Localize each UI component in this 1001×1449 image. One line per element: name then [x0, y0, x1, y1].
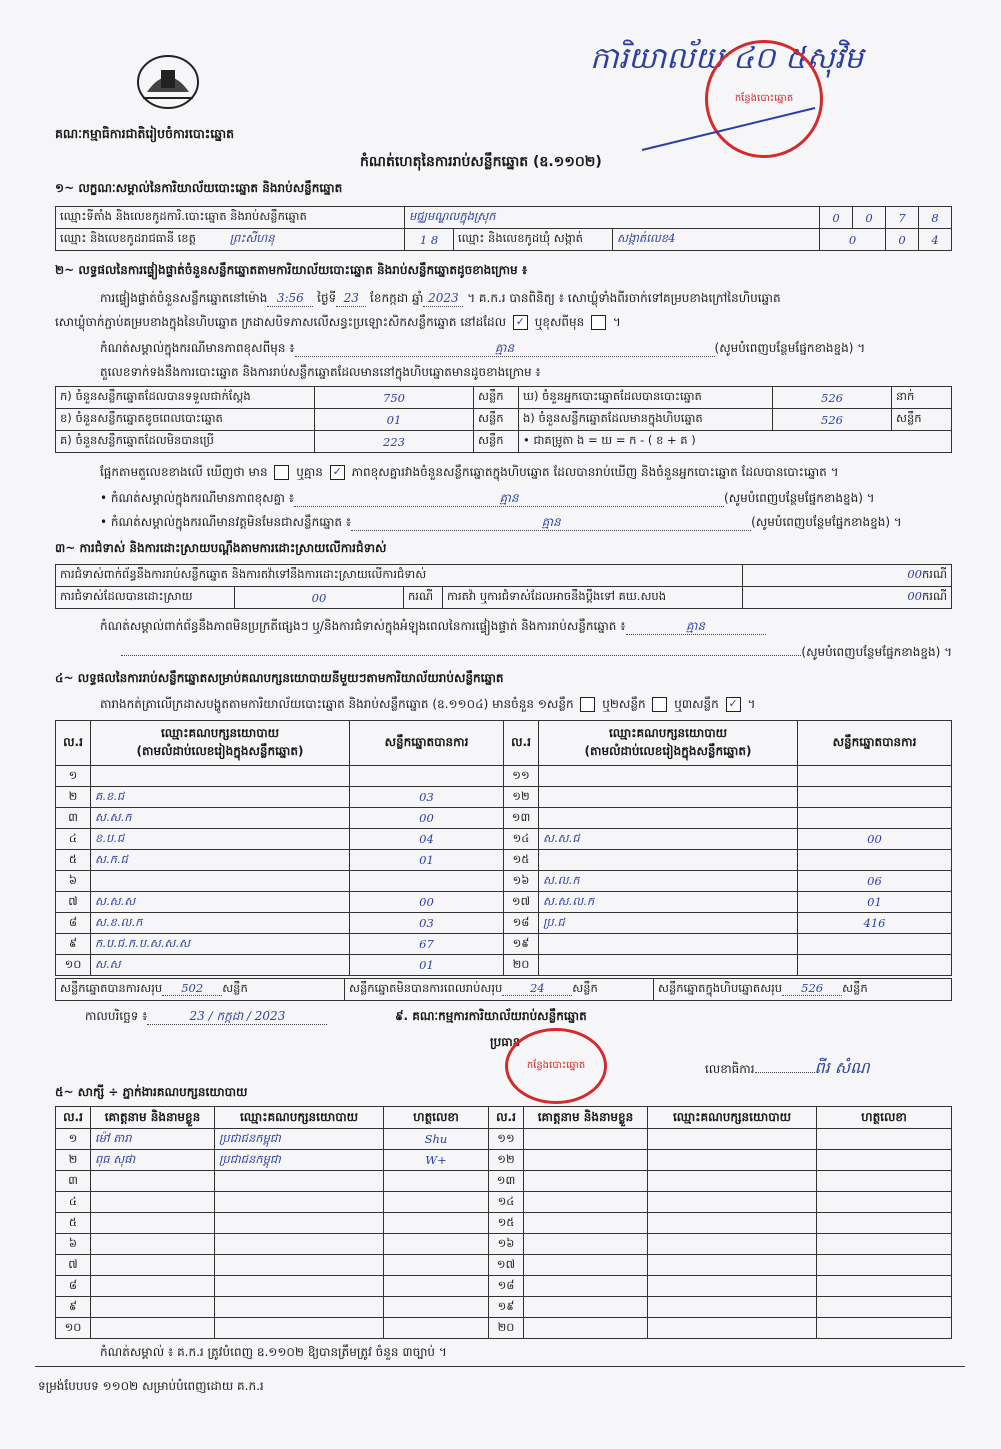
party-name: ស.ល.ក [539, 871, 798, 892]
code-cell: 4 [919, 229, 952, 251]
province-value: ព្រះសីហនុ [229, 231, 275, 245]
row-number: ១០ [56, 955, 91, 976]
witness-signature [384, 1192, 489, 1213]
sec1-row1-value: មជ្ឈមណ្ឌលក្នុងស្រុក [405, 207, 820, 229]
row-number: ១៧ [504, 892, 539, 913]
witness-signature [384, 1297, 489, 1318]
witness-name: ម៉ៅ តារា [91, 1129, 215, 1150]
row-number: ៥ [56, 1213, 91, 1234]
sec3-note: កំណត់សម្គាល់ពាក់ព័ន្ធនឹងភាពមិនប្រក្រតីផ្សេងៗ ឬ/និងការជំទាស់ក្នុងអំឡុងពេលនៃការផ្ទៀងផ្ទាត់ និងការរាប់សន្លឹកឆ្នោត ៖ គ្មាន [100, 618, 766, 635]
sec2-note: កំណត់សម្គាល់ក្នុងករណីមានភាពខុសពីមុន ៖ គ្មាន (សូមបំពេញបន្ថែមផ្នែកខាងខ្នង) ។ [100, 341, 866, 355]
footer-text: ទម្រង់បែបបទ ១១០២ សម្រាប់បំពេញដោយ គ.ក.រ [38, 1379, 264, 1393]
row-number: ១២ [489, 1150, 524, 1171]
row-number: ១៩ [504, 934, 539, 955]
vote-count [350, 766, 504, 787]
code-cell: 0 [853, 207, 886, 229]
bullet2: • កំណត់សម្គាល់ក្នុងករណីមានវត្តមិនមែនជាសន្លឹកឆ្នោត ៖ គ្មាន (សូមបំពេញបន្ថែមផ្នែកខាងខ្នង) ។ [100, 515, 902, 529]
witness-name [524, 1234, 648, 1255]
witness-signature [384, 1318, 489, 1339]
row-number: ១ [56, 1129, 91, 1150]
witness-party: ប្រជាជនកម្ពុជា [215, 1129, 384, 1150]
vote-count: 01 [350, 955, 504, 976]
witness-name [524, 1276, 648, 1297]
witness-signature: W+ [384, 1150, 489, 1171]
voters-count: 526 [773, 387, 892, 409]
bullet1: • កំណត់សម្គាល់ក្នុងករណីមានភាពខុសគ្នា ៖ គ្មាន (សូមបំពេញបន្ថែមផ្នែកខាងខ្នង) ។ [100, 491, 875, 505]
sec5-title: ៥~ សាក្សី ÷ ភ្នាក់ងារគណបក្សនយោបាយ [55, 1085, 248, 1099]
party-name [539, 766, 798, 787]
witness-signature [817, 1318, 952, 1339]
witness-party [648, 1171, 817, 1192]
unused-ballots: 223 [315, 431, 474, 453]
results-row [56, 766, 952, 787]
witness-name [91, 1276, 215, 1297]
sec2-figures-table [55, 386, 952, 453]
code-cell: 0 [820, 229, 886, 251]
sec1-row1-label: ឈ្មោះទីតាំង និងលេខកូដការិ.បោះឆ្នោត និងរាប់សន្លឹកឆ្នោត [56, 207, 405, 229]
witness-signature [817, 1192, 952, 1213]
one-sheet-checkbox[interactable] [580, 697, 595, 712]
party-name [539, 955, 798, 976]
witness-signature [384, 1255, 489, 1276]
row-number: ៨ [56, 1276, 91, 1297]
witness-party [215, 1192, 384, 1213]
date-value: 23 / កក្កដា / 2023 [147, 1008, 327, 1025]
witness-table [55, 1106, 952, 1339]
witness-party [648, 1129, 817, 1150]
row-number: ៦ [56, 871, 91, 892]
vote-count: 06 [798, 871, 952, 892]
row-number: ៣ [56, 808, 91, 829]
results-row [56, 829, 952, 850]
vote-count: 00 [798, 829, 952, 850]
vote-count: 67 [350, 934, 504, 955]
row-number: ២ [56, 787, 91, 808]
witness-signature [384, 1234, 489, 1255]
sec2-title: ២~ លទ្ធផលនៃការផ្ទៀងផ្ទាត់ចំនួនសន្លឹកឆ្នោតតាមការិយាល័យបោះឆ្នោត និងរាប់សន្លឹកឆ្នោតដូចខាងក្រោម ៖ [55, 263, 528, 277]
witness-party [215, 1234, 384, 1255]
party-name: ស.ខ.ល.ក [91, 913, 350, 934]
witness-name [524, 1297, 648, 1318]
witness-name [91, 1192, 215, 1213]
vote-count: 03 [350, 913, 504, 934]
resolved-count: 00 [235, 587, 404, 609]
footnote: កំណត់សម្គាល់ ៖ គ.ក.រ ត្រូវបំពេញ ឧ.១១០២ ឱ្យបានត្រឹមត្រូវ ចំនួន ៣ច្បាប់ ។ [100, 1345, 447, 1359]
row-number: ២០ [504, 955, 539, 976]
party-name [91, 871, 350, 892]
spoiled-ballots: 01 [315, 409, 474, 431]
row-number: ៤ [56, 829, 91, 850]
witness-party [648, 1297, 817, 1318]
party-name: ខ.ប.ជ [91, 829, 350, 850]
figure-row: គ) ចំនួនសន្លឹកឆ្នោតដែលមិនបានប្រើ 223 សន្លឹក • ជាគម្រូតា ង = ឃ = ក - ( ខ + គ ) [56, 431, 952, 453]
results-row [56, 787, 952, 808]
witness-name [524, 1255, 648, 1276]
witness-name [91, 1255, 215, 1276]
party-name: ស.ក.ជ [91, 850, 350, 871]
row-number: ១៩ [489, 1297, 524, 1318]
witness-name [524, 1192, 648, 1213]
witness-name [91, 1297, 215, 1318]
witness-signature [817, 1297, 952, 1318]
sec2-line2: សោឃ្លុំចាក់ភ្ជាប់គម្របខាងក្នុងនៃហិបឆ្នោត ក្រដាសបិទភាសលើសន្ធះប្រឡោះសិកសន្លឹកឆ្នោត នៅដដែល ✓ ឬខុសពីមុន ។ [55, 315, 621, 329]
witness-name [91, 1171, 215, 1192]
row-number: ១៣ [504, 808, 539, 829]
witness-signature [817, 1150, 952, 1171]
diff-yes-checkbox[interactable] [274, 465, 289, 480]
commune-label: ឈ្មោះ និងលេខកូដឃុំ សង្កាត់ [454, 229, 613, 251]
stamp-committee: កន្លែងបោះឆ្នោត [505, 1028, 607, 1104]
row-number: ១៨ [489, 1276, 524, 1297]
secretary-line: លេខាធិការ ពីរ សំណ [705, 1058, 870, 1077]
vote-count: 04 [350, 829, 504, 850]
witness-party [648, 1150, 817, 1171]
diff-line: ផ្អែកតាមតួលេខខាងលើ ឃើញថា មាន ឬគ្មាន ✓ ភាពខុសគ្នារវាងចំនួនសន្លឹកឆ្នោតក្នុងហិបឆ្នោត ដែលបានរាប់ឃើញ និងចំនួនអ្នកបោះឆ្នោត ដែលបានបោះឆ្នោត ។ [100, 465, 839, 479]
footer-divider [35, 1366, 965, 1367]
witness-signature: Shu [384, 1129, 489, 1150]
witness-name [524, 1171, 648, 1192]
party-name: ស.ស.ក [91, 808, 350, 829]
witness-signature [817, 1171, 952, 1192]
witness-signature [384, 1171, 489, 1192]
results-row [56, 850, 952, 871]
party-name: ស.ស [91, 955, 350, 976]
party-name [539, 850, 798, 871]
appeals-count: 00 [907, 589, 922, 603]
sec1-title: ១~ លក្ខណៈសម្គាល់នៃការិយាល័យបោះឆ្នោត និងរាប់សន្លឹកឆ្នោត [55, 181, 343, 195]
witness-signature [817, 1255, 952, 1276]
witness-row [56, 1276, 952, 1297]
sec2-line1: ការផ្ទៀងផ្ទាត់ចំនួនសន្លឹកឆ្នោតនៅម៉ោង 3:56 ថ្ងៃទី 23 ខែកក្កដា ឆ្នាំ 2023 ។ គ.ក.រ បានពិនិត្យ ៖ សោឃ្លុំទាំងពីរចាក់ទៅគម្របខាងក្រៅនៃហិបឆ្នោត [100, 291, 781, 305]
results-row [56, 892, 952, 913]
witness-name: ពុធ សុផា [91, 1150, 215, 1171]
vote-count [798, 808, 952, 829]
received-ballots: 750 [315, 387, 474, 409]
total-valid: 502 [162, 981, 222, 996]
figure-row: ខ) ចំនួនសន្លឹកឆ្នោតខូចពេលបោះឆ្នោត 01 សន្លឹក ង) ចំនួនសន្លឹកឆ្នោតដែលមានក្នុងហិបឆ្នោត 526 សន្លឹក [56, 409, 952, 431]
results-row [56, 913, 952, 934]
witness-party [648, 1213, 817, 1234]
results-row [56, 808, 952, 829]
row-number: ៣ [56, 1171, 91, 1192]
results-totals: សន្លឹកឆ្នោតបានការសរុប 502 សន្លឹក សន្លឹកឆ្នោតមិនបានការពេលរាប់សរុប 24 សន្លឹក សន្លឹកឆ្នោតក្នុងហិបឆ្នោតសរុប 526 សន្លឹក [55, 978, 952, 1001]
witness-party [215, 1255, 384, 1276]
sec2-intro: តួលេខទាក់ទងនឹងការបោះឆ្នោត និងការរាប់សន្លឹកឆ្នោតដែលមាននៅក្នុងហិបឆ្នោតមានដូចខាងក្រោម ៖ [100, 365, 541, 379]
witness-party [648, 1276, 817, 1297]
row-number: ១៤ [489, 1192, 524, 1213]
committee-label: ៩. គណៈកម្មការការិយាល័យរាប់សន្លឹកឆ្នោត [395, 1009, 587, 1023]
chair-label: ប្រធាន [490, 1035, 521, 1049]
year-value: 2023 [423, 290, 463, 307]
results-row [56, 871, 952, 892]
row-number: ៨ [56, 913, 91, 934]
sec3-table: ការជំទាស់ពាក់ព័ន្ធនឹងការរាប់សន្លឹកឆ្នោត និងការតវ៉ាទៅនឹងការដោះស្រាយលើការជំទាស់ 00ករណី ការជំទាស់ដែលបានដោះស្រាយ 00 ករណី ការតវ៉ា ឬការជំទាស់ដែលអាចនឹងប្ដឹងទៅ គឃ.សបង 00ករណី [55, 564, 952, 609]
figure-row: ក) ចំនួនសន្លឹកឆ្នោតដែលបានទទួលជាក់ស្តែង 750 សន្លឹក ឃ) ចំនួនអ្នកបោះឆ្នោតដែលបានបោះឆ្នោត 526 នាក់ [56, 387, 952, 409]
row-number: ១ [56, 766, 91, 787]
vote-count [350, 871, 504, 892]
party-name [91, 766, 350, 787]
code-cell: 8 [919, 207, 952, 229]
row-number: ៤ [56, 1192, 91, 1213]
party-name: ស.ស.ល.ក [539, 892, 798, 913]
witness-row [56, 1234, 952, 1255]
witness-name [524, 1318, 648, 1339]
party-name [539, 808, 798, 829]
row-number: ១១ [489, 1129, 524, 1150]
witness-name [91, 1318, 215, 1339]
vote-count [798, 787, 952, 808]
party-name: គ.ខ.ជ [91, 787, 350, 808]
row-number: ៥ [56, 850, 91, 871]
total-box: 526 [782, 981, 842, 996]
sec3-title: ៣~ ការជំទាស់ និងការដោះស្រាយបណ្ដឹងតាមការដោះស្រាយលើការជំទាស់ [55, 541, 387, 555]
witness-name [524, 1150, 648, 1171]
vote-count [798, 766, 952, 787]
witness-party [215, 1297, 384, 1318]
witness-row [56, 1318, 952, 1339]
witness-name [524, 1213, 648, 1234]
row-number: ១២ [504, 787, 539, 808]
row-number: ១៦ [489, 1234, 524, 1255]
witness-name [91, 1234, 215, 1255]
day-value: 23 [336, 290, 366, 307]
witness-signature [817, 1129, 952, 1150]
witness-party [215, 1276, 384, 1297]
row-number: ២០ [489, 1318, 524, 1339]
nec-emblem-icon [135, 52, 201, 114]
commune-value: សង្កាត់លេខ4 [613, 229, 820, 251]
witness-signature [817, 1276, 952, 1297]
row-number: ៧ [56, 1255, 91, 1276]
row-number: ១០ [56, 1318, 91, 1339]
witness-signature [817, 1213, 952, 1234]
witness-row [56, 1297, 952, 1318]
party-name: ស.ស.ស [91, 892, 350, 913]
row-number: ១៥ [489, 1213, 524, 1234]
row-number: ៩ [56, 1297, 91, 1318]
same-checkbox[interactable]: ✓ [513, 315, 528, 330]
witness-party [648, 1318, 817, 1339]
vote-count [798, 934, 952, 955]
signature-stroke [640, 100, 820, 160]
sec1-row2-label: ឈ្មោះ និងលេខកូដរាជធានី ខេត្ត ព្រះសីហនុ [56, 229, 405, 251]
sec4-intro: តារាងកត់ត្រាលើក្រដាសបង្ហូតតាមការិយាល័យបោះឆ្នោត និងរាប់សន្លឹកឆ្នោត (ឧ.១១០៤) មានចំនួន ១សន្លឹក ឬ២សន្លឹក ឬ៣សន្លឹក ✓ ។ [100, 697, 756, 711]
witness-row [56, 1255, 952, 1276]
vote-count [798, 955, 952, 976]
witness-row [56, 1150, 952, 1171]
witness-signature [817, 1234, 952, 1255]
results-header: ល.រ ឈ្មោះគណបក្សនយោបាយ (តាមលំដាប់លេខរៀងក្នុងសន្លឹកឆ្នោត) សន្លឹកឆ្នោតបានការ ល.រ ឈ្មោះគណបក្សនយោបាយ (តាមលំដាប់លេខរៀងក្នុងសន្លឹកឆ្នោត) សន្លឹកឆ្នោតបានការ [56, 721, 952, 766]
vote-count [798, 850, 952, 871]
row-number: ១១ [504, 766, 539, 787]
row-number: ៩ [56, 934, 91, 955]
witness-row [56, 1129, 952, 1150]
row-number: ១៦ [504, 871, 539, 892]
witness-header: ល.រ គោត្តនាម និងនាមខ្លួន ឈ្មោះគណបក្សនយោបាយ ហត្ថលេខា ល.រ គោត្តនាម និងនាមខ្លួន ឈ្មោះគណបក្សនយោបាយ ហត្ថលេខា [56, 1107, 952, 1129]
party-name: ស.ស.ជ [539, 829, 798, 850]
total-invalid: 24 [502, 981, 572, 996]
row-number: ២ [56, 1150, 91, 1171]
witness-row [56, 1213, 952, 1234]
code-cell: 7 [886, 207, 919, 229]
witness-row [56, 1192, 952, 1213]
row-number: ៦ [56, 1234, 91, 1255]
row-number: ១៥ [504, 850, 539, 871]
witness-name [524, 1129, 648, 1150]
vote-count: 00 [350, 808, 504, 829]
results-row [56, 955, 952, 976]
stamp-top: កន្លែងបោះឆ្នោត [705, 40, 823, 158]
witness-party [648, 1234, 817, 1255]
witness-party: ប្រជាជនកម្ពុជា [215, 1150, 384, 1171]
witness-name [91, 1213, 215, 1234]
vote-count: 01 [798, 892, 952, 913]
three-sheet-checkbox[interactable]: ✓ [726, 697, 741, 712]
changed-checkbox[interactable] [591, 315, 606, 330]
witness-party [648, 1192, 817, 1213]
row-number: ១៤ [504, 829, 539, 850]
objections-count: 00 [907, 567, 922, 581]
vote-count: 01 [350, 850, 504, 871]
sec2-note-value: គ្មាន [295, 340, 715, 357]
witness-party [215, 1213, 384, 1234]
party-name: ក.ប.ជ.ក.ប.ស.ស.ស [91, 934, 350, 955]
time-value: 3:56 [267, 290, 313, 307]
sec4-title: ៤~ លទ្ធផលនៃការរាប់សន្លឹកឆ្នោតសម្រាប់គណបក្សនយោបាយនីមួយៗតាមការិយាល័យរាប់សន្លឹកឆ្នោត [55, 671, 504, 685]
witness-signature [384, 1213, 489, 1234]
top-handwriting: ការិយាល័យ ៤០ ៥សុវិម [590, 41, 864, 76]
vote-count: 03 [350, 787, 504, 808]
vote-count: 416 [798, 913, 952, 934]
vote-count: 00 [350, 892, 504, 913]
doc-title: កំណត់ហេតុនៃការរាប់សន្លឹកឆ្នោត (ឧ.១១០២) [360, 154, 602, 170]
row-number: ៧ [56, 892, 91, 913]
witness-party [215, 1318, 384, 1339]
code-cell: 0 [820, 207, 853, 229]
org-line: គណៈកម្មាធិការជាតិរៀបចំការបោះឆ្នោត [55, 126, 235, 141]
witness-signature [384, 1276, 489, 1297]
province-code: 1 8 [405, 229, 454, 251]
diff-no-checkbox[interactable]: ✓ [330, 465, 345, 480]
code-cell: 0 [886, 229, 919, 251]
witness-party [215, 1171, 384, 1192]
row-number: ១៧ [489, 1255, 524, 1276]
results-row [56, 934, 952, 955]
two-sheet-checkbox[interactable] [652, 697, 667, 712]
date-line: កាលបរិច្ឆេទ ៖ 23 / កក្កដា / 2023 [85, 1008, 327, 1025]
ballots-in-box: 526 [773, 409, 892, 431]
party-name [539, 934, 798, 955]
sec1-table [55, 206, 952, 251]
results-table [55, 720, 952, 976]
secretary-name: ពីរ សំណ [814, 1058, 870, 1077]
row-number: ១៨ [504, 913, 539, 934]
party-name: ប្រ.ជ [539, 913, 798, 934]
witness-party [648, 1255, 817, 1276]
witness-row [56, 1171, 952, 1192]
row-number: ១៣ [489, 1171, 524, 1192]
sec3-note-hint: (សូមបំពេញបន្ថែមផ្នែកខាងខ្នង) ។ [55, 644, 952, 660]
party-name [539, 787, 798, 808]
